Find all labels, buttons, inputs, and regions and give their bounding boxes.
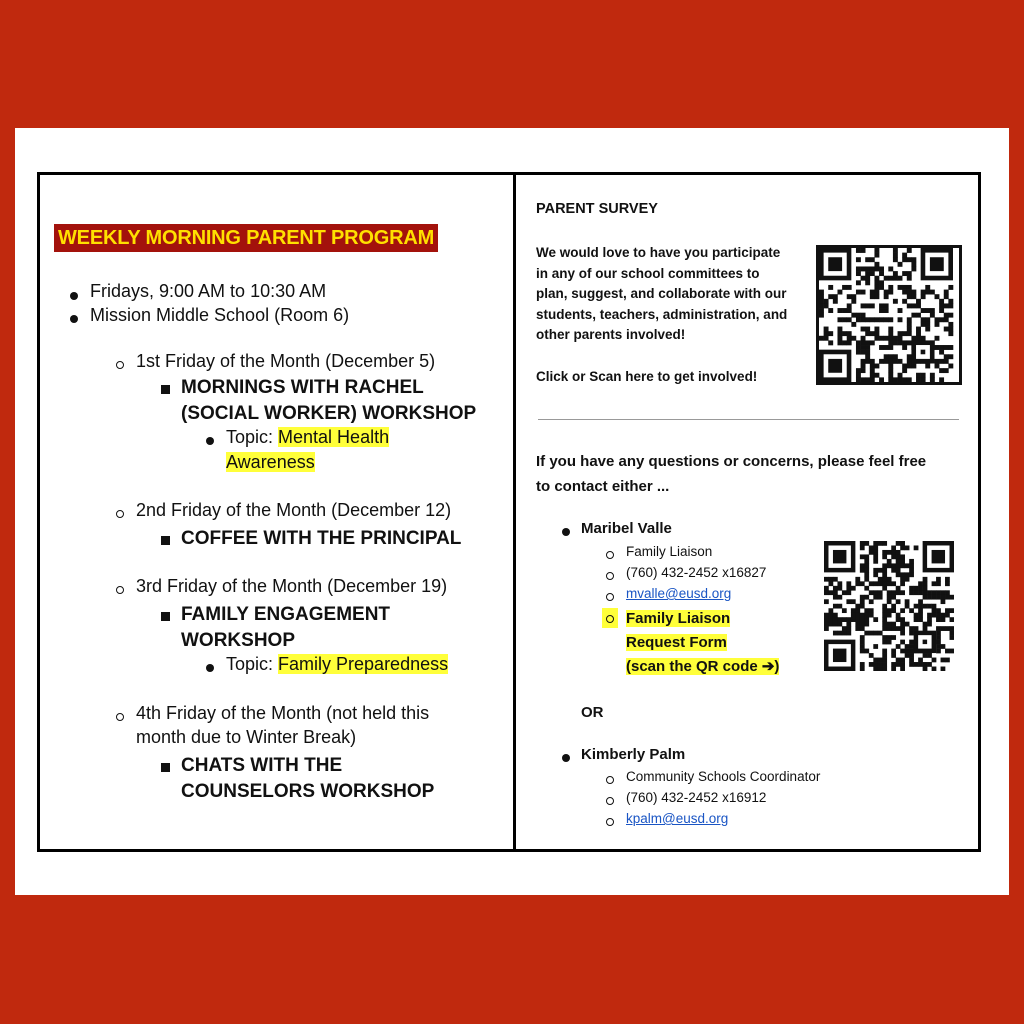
- topic-label: Topic:: [226, 654, 279, 674]
- survey-text: [536, 243, 787, 346]
- bullet-dot: [70, 315, 78, 323]
- bullet-dot: [206, 664, 214, 672]
- program-title: WEEKLY MORNING PARENT PROGRAM: [54, 224, 438, 252]
- contact-2-email-link[interactable]: kpalm@eusd.org: [626, 811, 729, 826]
- survey-text-line: plan, suggest, and collaborate with our: [536, 286, 787, 301]
- week-3-topic: [226, 654, 448, 675]
- bullet-circle: [606, 615, 614, 623]
- flyer-sheet: [15, 128, 1009, 895]
- survey-text-line: other parents involved!: [536, 327, 686, 342]
- survey-text-line: in any of our school committees to: [536, 265, 760, 281]
- week-1-event-line-1: MORNINGS WITH RACHEL: [181, 377, 424, 398]
- bullet-dot: [562, 528, 570, 536]
- week-2-event: COFFEE WITH THE PRINCIPAL: [181, 528, 462, 549]
- week-3-event-line-2: WORKSHOP: [181, 630, 295, 651]
- section-divider: [538, 419, 959, 420]
- contact-1-phone: (760) 432-2452 x16827: [626, 565, 767, 580]
- bullet-dot: [206, 437, 214, 445]
- questions-text: [536, 449, 926, 499]
- qr-code-liaison-icon[interactable]: [824, 541, 954, 671]
- survey-heading: PARENT SURVEY: [536, 201, 658, 217]
- contact-1-role: Family Liaison: [626, 544, 713, 559]
- bullet-circle: [606, 551, 614, 559]
- bullet-circle: [606, 776, 614, 784]
- bullet-square: [161, 385, 170, 394]
- flyer-frame: [37, 172, 981, 852]
- contact-2-name: Kimberly Palm: [581, 746, 686, 763]
- week-1-event-line-2: (SOCIAL WORKER) WORKSHOP: [181, 403, 477, 424]
- program-schedule: Fridays, 9:00 AM to 10:30 AM: [90, 281, 327, 301]
- week-2-date: 2nd Friday of the Month (December 12): [136, 500, 452, 520]
- week-1-topic-line-2: [226, 452, 315, 473]
- survey-cta-link[interactable]: Click or Scan here to get involved!: [536, 369, 758, 384]
- questions-line: to contact either ...: [536, 478, 670, 495]
- week-4-event-line-1: CHATS WITH THE: [181, 755, 343, 776]
- bullet-square: [161, 612, 170, 621]
- week-4-event-line-2: COUNSELORS WORKSHOP: [181, 781, 435, 802]
- program-location: Mission Middle School (Room 6): [90, 305, 350, 325]
- bullet-circle: [606, 818, 614, 826]
- week-1-date: 1st Friday of the Month (December 5): [136, 351, 436, 371]
- bullet-circle: [116, 361, 124, 369]
- bullet-square: [161, 536, 170, 545]
- week-3-event-line-1: FAMILY ENGAGEMENT: [181, 604, 391, 625]
- form-line: Request Form: [626, 634, 727, 651]
- qr-code-survey-icon[interactable]: [816, 245, 962, 385]
- bullet-circle: [116, 713, 124, 721]
- week-4-date-line-1: 4th Friday of the Month (not held this: [136, 703, 430, 723]
- bullet-dot: [70, 292, 78, 300]
- week-1-topic: [226, 427, 389, 448]
- contact-1-name: Maribel Valle: [581, 520, 672, 537]
- survey-text-line: We would love to have you participate: [536, 245, 781, 260]
- contact-1-form-link[interactable]: [626, 607, 779, 679]
- contact-2-phone: (760) 432-2452 x16912: [626, 790, 767, 805]
- or-label: OR: [581, 704, 604, 721]
- bullet-circle: [606, 797, 614, 805]
- bullet-circle: [116, 510, 124, 518]
- bullet-circle: [116, 586, 124, 594]
- program-column: [40, 175, 513, 849]
- contact-2-role: Community Schools Coordinator: [626, 769, 821, 784]
- form-line: (scan the QR code ➔): [626, 658, 780, 675]
- week-4-date-line-2: month due to Winter Break): [136, 727, 357, 747]
- topic-label: Topic:: [226, 427, 279, 447]
- bullet-circle: [606, 572, 614, 580]
- contact-1-email-link[interactable]: mvalle@eusd.org: [626, 586, 732, 601]
- week-3-topic-value: Family Preparedness: [278, 654, 449, 674]
- week-1-topic-value: Mental Health: [278, 427, 390, 447]
- survey-text-line: students, teachers, administration, and: [536, 306, 788, 322]
- week-3-date: 3rd Friday of the Month (December 19): [136, 576, 448, 596]
- bullet-circle: [606, 593, 614, 601]
- survey-column: [516, 175, 978, 849]
- form-line: Family Liaison: [626, 610, 731, 627]
- bullet-dot: [562, 754, 570, 762]
- week-1-topic-value-2: Awareness: [226, 452, 315, 472]
- bullet-square: [161, 763, 170, 772]
- questions-line: If you have any questions or concerns, please feel free: [536, 453, 927, 470]
